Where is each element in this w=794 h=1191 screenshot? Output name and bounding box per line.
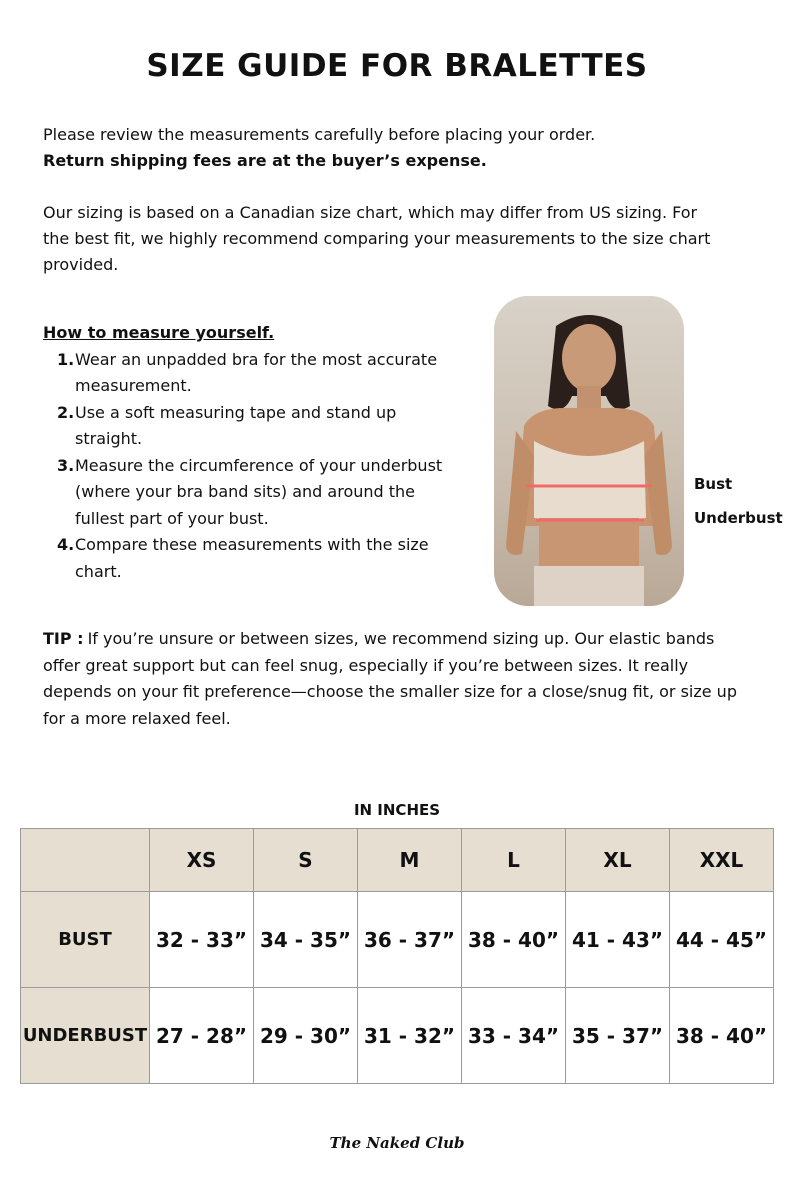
size-header: XXL <box>670 829 774 892</box>
page-title: SIZE GUIDE FOR BRALETTES <box>146 48 648 84</box>
size-table <box>20 828 774 1084</box>
table-cell: 38 - 40” <box>670 988 774 1084</box>
table-cell: 32 - 33” <box>150 892 254 988</box>
table-cell: 41 - 43” <box>566 892 670 988</box>
size-header: M <box>358 829 462 892</box>
table-cell: 31 - 32” <box>358 988 462 1084</box>
sizing-notice: Our sizing is based on a Canadian size chart, which may differ from US sizing. For the best fit, we highly recommend comparing your measurements to the size chart provided. <box>43 203 711 274</box>
tip-text: If you’re unsure or between sizes, we recommend sizing up. Our elastic bands offer great support but can feel snug, especially if you’re between sizes. It really depends on your fit preference—choose the smaller size for a close/snug fit, or size up for a more relaxed feel. <box>43 629 737 728</box>
table-cell: 44 - 45” <box>670 892 774 988</box>
measure-steps <box>43 347 463 586</box>
table-cell: 36 - 37” <box>358 892 462 988</box>
tip-label: TIP : <box>43 629 84 648</box>
measure-step <box>43 400 463 453</box>
model-photo <box>494 296 684 606</box>
size-header: S <box>254 829 358 892</box>
step-number: 2. <box>57 402 75 422</box>
table-cell: 38 - 40” <box>462 892 566 988</box>
measure-step <box>43 453 463 533</box>
measure-heading: How to measure yourself. <box>43 323 275 342</box>
size-header: L <box>462 829 566 892</box>
size-header: XS <box>150 829 254 892</box>
row-label: BUST <box>21 892 150 988</box>
table-header-row <box>21 829 774 892</box>
step-text: Measure the circumference of your underbust (where your bra band sits) and around the fullest part of your bust. <box>75 455 443 528</box>
brand-logo: The Naked Club <box>329 1134 465 1152</box>
model-illustration <box>494 296 684 606</box>
step-number: 3. <box>57 455 75 475</box>
corner-cell <box>21 829 150 892</box>
table-row <box>21 892 774 988</box>
step-text: Compare these measurements with the size chart. <box>75 535 429 581</box>
table-caption: IN INCHES <box>353 801 441 819</box>
table-cell: 34 - 35” <box>254 892 358 988</box>
table-row <box>21 988 774 1084</box>
return-fees-notice: Return shipping fees are at the buyer’s expense. <box>43 151 487 170</box>
table-cell: 33 - 34” <box>462 988 566 1084</box>
review-notice: Please review the measurements carefully before placing your order. <box>43 125 596 144</box>
table-cell: 29 - 30” <box>254 988 358 1084</box>
intro-section <box>43 122 723 278</box>
size-header: XL <box>566 829 670 892</box>
bust-label: Bust <box>694 475 733 493</box>
tip-paragraph <box>43 626 743 732</box>
table-cell: 27 - 28” <box>150 988 254 1084</box>
underbust-label: Underbust <box>694 509 783 527</box>
table-cell: 35 - 37” <box>566 988 670 1084</box>
measure-section <box>43 320 463 585</box>
step-number: 1. <box>57 349 75 369</box>
measure-step <box>43 532 463 585</box>
measure-step <box>43 347 463 400</box>
row-label: UNDERBUST <box>21 988 150 1084</box>
step-number: 4. <box>57 535 75 554</box>
step-text: Use a soft measuring tape and stand up straight. <box>75 402 397 448</box>
step-text: Wear an unpadded bra for the most accurate measurement. <box>75 349 438 395</box>
